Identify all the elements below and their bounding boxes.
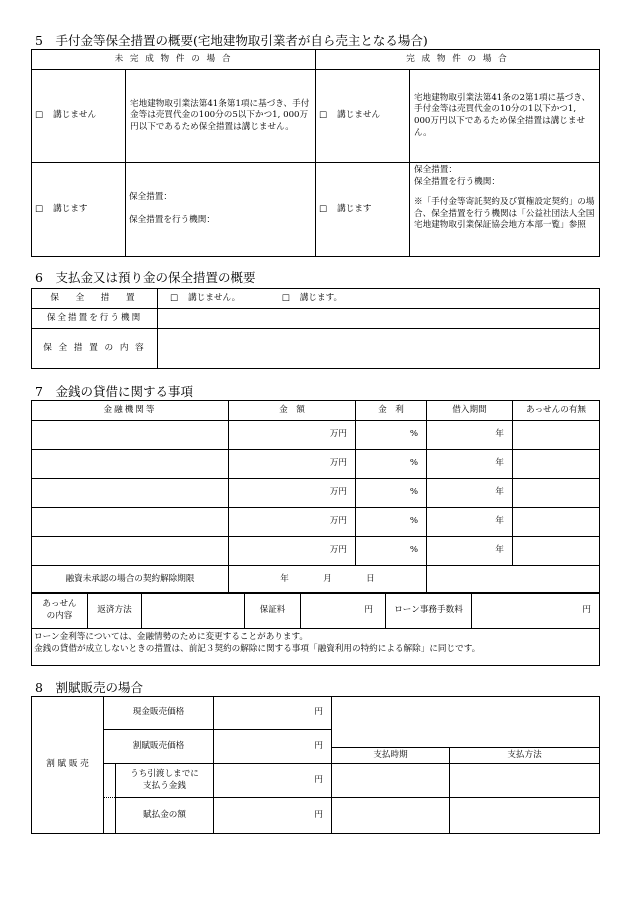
note-line: ローン金利等については、金融情勢のために変更することがあります。: [34, 632, 308, 642]
right-no-text: 宅地建物取引業法第41条の2第1項に基づき、手付金等は売買代金の10分の1以下かつ1, 000万円以下であるため保全措置は講じません。: [410, 70, 600, 163]
rate-cell[interactable]: %: [356, 421, 427, 450]
loan-table: [31, 400, 600, 594]
checkbox[interactable]: [319, 110, 337, 120]
amount-cell[interactable]: 万円: [229, 537, 356, 566]
institution-cell[interactable]: [32, 537, 229, 566]
institution-cell[interactable]: [32, 421, 229, 450]
installment-group-label: 割 賦 販 売: [32, 697, 104, 834]
section-8-heading: 8 割賦販売の場合: [35, 680, 143, 695]
term-cell[interactable]: 年: [427, 479, 513, 508]
repay-value[interactable]: [142, 593, 245, 629]
rate-cell[interactable]: %: [356, 450, 427, 479]
note-line: 金銭の貸借が成立しないときの措置は、前記３契約の解除に関する事項「融資利用の特約による解除」に同じです。: [34, 644, 481, 655]
indent-cell: [104, 798, 116, 834]
down-payment-time[interactable]: [332, 764, 450, 798]
assist-cell[interactable]: [513, 450, 600, 479]
right-yes-details: [410, 163, 600, 257]
left-no-option[interactable]: [32, 70, 126, 163]
amount-cell[interactable]: 万円: [229, 450, 356, 479]
protection-options: [158, 289, 600, 309]
assist-cell[interactable]: [513, 479, 600, 508]
balance-value[interactable]: 円: [214, 798, 332, 834]
fee-value[interactable]: 円: [472, 593, 600, 629]
option-yes: 講じます。: [299, 292, 343, 303]
down-payment-label: うち引渡しまでに 支払う金銭: [116, 764, 214, 798]
header-term: 借入期間: [427, 401, 513, 421]
section-5-heading: 5 手付金等保全措置の概要(宅地建物取引業者が自ら売主となる場合): [35, 33, 428, 48]
assist-cell[interactable]: [513, 421, 600, 450]
deposit-protection-table: [31, 49, 600, 257]
assist-cell[interactable]: [513, 537, 600, 566]
checkbox[interactable]: [35, 110, 53, 120]
institution-cell[interactable]: [32, 479, 229, 508]
header-assist: あっせんの有無: [513, 401, 600, 421]
assist-content-label: あっせん の内容: [32, 593, 88, 629]
left-no-text: 宅地建物取引業法第41条第1項に基づき、手付金等は売買代金の100分の5以下かつ1, 000万円以下であるため保全措置は講じません。: [126, 70, 316, 163]
spacer: [332, 730, 600, 748]
left-yes-details: [126, 163, 316, 257]
header-institution: 金融機関等: [32, 401, 229, 421]
pay-time-header: 支払時期: [332, 748, 450, 764]
guarantee-label: 保証料: [245, 593, 301, 629]
deadline-blank: [427, 566, 600, 594]
agency-value[interactable]: [158, 309, 600, 329]
cash-price-value[interactable]: 円: [214, 697, 332, 730]
rate-cell[interactable]: %: [356, 537, 427, 566]
cash-price-blank: [332, 697, 600, 730]
right-no-option[interactable]: [316, 70, 410, 163]
agency-line: 保全措置を行う機関：: [414, 176, 500, 187]
term-cell[interactable]: 年: [427, 450, 513, 479]
term-cell[interactable]: 年: [427, 421, 513, 450]
protection-line: 保全措置：: [414, 165, 457, 175]
header-rate: 金 利: [356, 401, 427, 421]
content-value[interactable]: [158, 329, 600, 369]
installment-price-label: 割賦販売価格: [104, 730, 214, 764]
left-yes-option[interactable]: [32, 163, 126, 257]
assist-cell[interactable]: [513, 508, 600, 537]
section-6-heading: 6 支払金又は預り金の保全措置の概要: [35, 270, 256, 285]
header-amount: 金 額: [229, 401, 356, 421]
amount-cell[interactable]: 万円: [229, 508, 356, 537]
loan-assist-table: [31, 592, 600, 629]
yes-label: 講じます: [53, 203, 88, 214]
content-label: 保 全 措 置 の 内 容: [32, 329, 158, 369]
amount-cell[interactable]: 万円: [229, 479, 356, 508]
right-yes-option[interactable]: [316, 163, 410, 257]
checkbox[interactable]: [319, 204, 337, 214]
section-7-heading: 7 金銭の貸借に関する事項: [35, 384, 193, 399]
checkbox[interactable]: [170, 293, 188, 303]
balance-label: 賦払金の額: [116, 798, 214, 834]
note-text: ※「手付金等寄託契約及び質権設定契約」の場合、保全措置を行う機関は「公益社団法人全国宅地建物取引業保証協会地方本部一覧」参照: [414, 197, 595, 231]
rate-cell[interactable]: %: [356, 508, 427, 537]
payment-protection-table: [31, 288, 600, 369]
institution-cell[interactable]: [32, 450, 229, 479]
option-no: 講じません。: [188, 292, 241, 303]
protection-line: 保全措置：: [129, 192, 172, 203]
term-cell[interactable]: 年: [427, 508, 513, 537]
term-cell[interactable]: 年: [427, 537, 513, 566]
pay-method-header: 支払方法: [450, 748, 600, 764]
balance-method[interactable]: [450, 798, 600, 834]
table-row: [32, 479, 600, 508]
table-row: [32, 421, 600, 450]
checkbox[interactable]: [282, 293, 300, 303]
fee-label: ローン事務手数料: [386, 593, 472, 629]
table-row: [32, 508, 600, 537]
table-row: [32, 450, 600, 479]
balance-time[interactable]: [332, 798, 450, 834]
amount-cell[interactable]: 万円: [229, 421, 356, 450]
loan-notes: [31, 628, 600, 666]
protection-label: 保 全 措 置: [32, 289, 158, 309]
down-payment-value[interactable]: 円: [214, 764, 332, 798]
deadline-value[interactable]: 年 月 日: [229, 566, 427, 594]
checkbox[interactable]: [35, 204, 53, 214]
agency-line: 保全措置を行う機関：: [129, 215, 215, 225]
deadline-label: 融資未承認の場合の契約解除期限: [32, 566, 229, 594]
guarantee-value[interactable]: 円: [301, 593, 386, 629]
down-payment-method[interactable]: [450, 764, 600, 798]
installment-price-value[interactable]: 円: [214, 730, 332, 764]
no-label: 講じません: [337, 110, 381, 121]
finished-property-header: 完 成 物 件 の 場 合: [316, 50, 600, 70]
unfinished-property-header: 未 完 成 物 件 の 場 合: [32, 50, 316, 70]
cash-price-label: 現金販売価格: [104, 697, 214, 730]
rate-cell[interactable]: %: [356, 479, 427, 508]
institution-cell[interactable]: [32, 508, 229, 537]
no-label: 講じません: [53, 110, 97, 121]
agency-label: 保全措置を行う機関: [32, 309, 158, 329]
yes-label: 講じます: [337, 203, 372, 214]
indent-cell: [104, 764, 116, 798]
repay-label: 返済方法: [88, 593, 142, 629]
installment-table: [31, 696, 600, 834]
table-row: [32, 537, 600, 566]
